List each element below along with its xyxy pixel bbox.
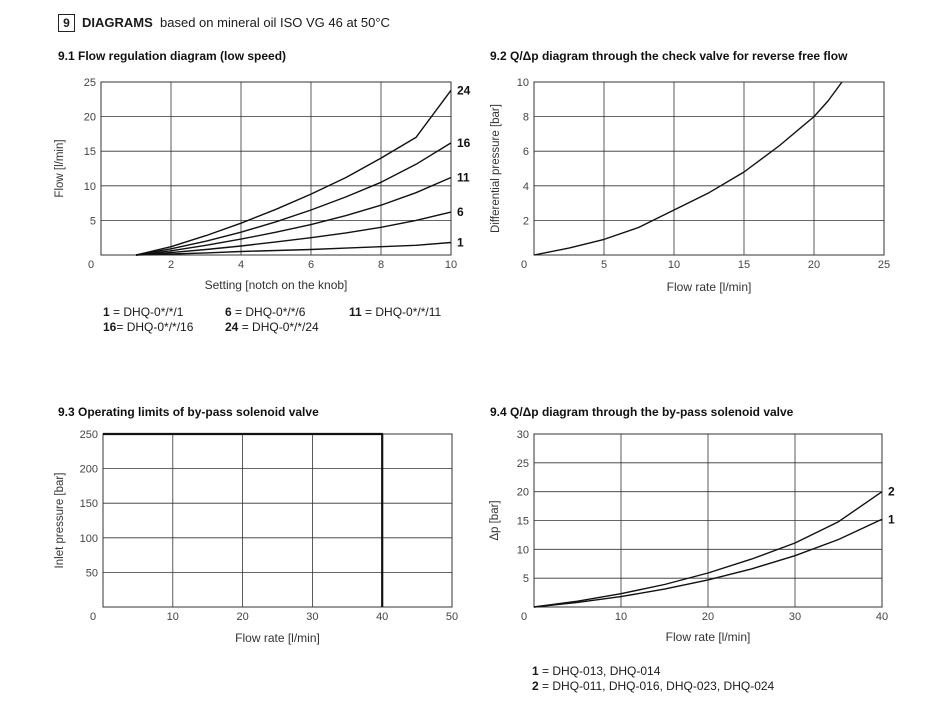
y-axis-label: Differential pressure [bar] [490, 104, 502, 233]
chart-title: 9.4 Q/Δp diagram through the by-pass solenoid valve [490, 405, 794, 419]
y-tick-label: 250 [79, 429, 98, 441]
x-axis-label: Flow rate [l/min] [666, 280, 752, 294]
x-tick-label: 40 [376, 611, 389, 623]
series-line-24 [136, 90, 451, 255]
legend-key-24: 24 [225, 320, 239, 334]
series-label-6: 6 [457, 205, 464, 220]
x-tick-label: 5 [600, 259, 608, 271]
legend-key-1: 1 [532, 664, 539, 678]
y-axis-label: Δp [bar] [489, 500, 501, 541]
y-tick-label: 25 [83, 77, 96, 89]
x-tick-label: 10 [667, 259, 681, 271]
legend-value-16: = DHQ-0*/*/16 [116, 320, 194, 334]
x-tick-label: 2 [167, 259, 175, 271]
legend-value-1: = DHQ-013, DHQ-014 [538, 664, 661, 678]
series-label-16: 16 [457, 135, 471, 150]
legend-value-6: = DHQ-0*/*/6 [231, 305, 306, 319]
x-tick-label: 0 [520, 259, 528, 271]
x-tick-label: 0 [520, 611, 528, 623]
x-tick-label: 8 [377, 259, 385, 271]
y-tick-label: 4 [522, 180, 529, 193]
chart-c1 [54, 49, 471, 292]
x-tick-label: 20 [236, 611, 249, 623]
plot-frame [534, 82, 884, 255]
x-axis-label: Flow rate [l/min] [665, 630, 751, 644]
y-tick-label: 20 [83, 111, 96, 124]
x-tick-label: 30 [306, 611, 319, 623]
series-label-1: 1 [888, 512, 895, 527]
legend-value-24: = DHQ-0*/*/24 [238, 320, 319, 334]
chart-title: 9.3 Operating limits of by-pass solenoid valve [58, 405, 319, 419]
y-tick-label: 10 [516, 77, 529, 89]
plot-frame [103, 434, 452, 607]
x-tick-label: 30 [788, 611, 802, 623]
x-tick-label: 0 [89, 611, 97, 623]
y-tick-label: 15 [516, 515, 529, 528]
plot-frame [101, 82, 451, 255]
series-label-2: 2 [888, 484, 895, 499]
series-line [534, 82, 842, 255]
chart-c4 [489, 405, 895, 644]
y-tick-label: 10 [83, 180, 96, 193]
legend-row-1 [103, 305, 441, 320]
chart-c3 [54, 405, 458, 645]
x-tick-label: 20 [701, 611, 715, 623]
legend-value-1: = DHQ-0*/*/1 [109, 305, 184, 319]
legend-row-1 [532, 664, 774, 679]
series-label-11: 11 [457, 170, 470, 185]
x-tick-label: 25 [877, 259, 891, 271]
y-tick-label: 150 [79, 498, 98, 511]
series-line-16 [136, 143, 451, 255]
legend-key-11: 11 [349, 305, 362, 319]
x-axis-label: Flow rate [l/min] [235, 631, 320, 645]
y-tick-label: 6 [522, 146, 529, 159]
legend-key-16: 16 [103, 320, 117, 334]
legend-key-2: 2 [532, 679, 539, 693]
x-tick-label: 40 [875, 611, 889, 623]
chart-title: 9.2 Q/Δp diagram through the check valve for reverse free flow [490, 49, 848, 63]
legend-row-2 [103, 320, 441, 335]
series-label-24: 24 [457, 83, 471, 98]
series-label-1: 1 [457, 235, 464, 250]
section-title-bold: DIAGRAMS [82, 15, 153, 30]
legend-chart-9-1 [103, 305, 441, 335]
y-tick-label: 50 [85, 567, 98, 580]
x-tick-label: 10 [166, 611, 179, 623]
y-tick-label: 5 [522, 573, 529, 586]
legend-chart-9-4 [532, 664, 774, 694]
chart-c2 [490, 49, 890, 294]
x-tick-label: 4 [237, 259, 245, 271]
x-tick-label: 6 [307, 259, 315, 271]
x-axis-label: Setting [notch on the knob] [204, 278, 348, 292]
x-tick-label: 15 [737, 259, 751, 271]
legend-value-11: = DHQ-0*/*/11 [361, 305, 442, 319]
legend-value-2: = DHQ-011, DHQ-016, DHQ-023, DHQ-024 [538, 679, 775, 693]
x-tick-label: 20 [807, 259, 821, 271]
legend-row-2 [532, 679, 774, 694]
y-tick-label: 2 [522, 215, 529, 228]
y-tick-label: 10 [516, 544, 529, 557]
y-tick-label: 20 [516, 486, 529, 499]
section-number: 9 [58, 14, 75, 32]
y-tick-label: 25 [516, 457, 529, 470]
legend-key-1: 1 [103, 305, 110, 319]
y-tick-label: 8 [522, 111, 529, 124]
y-tick-label: 5 [89, 215, 96, 228]
y-tick-label: 30 [516, 429, 529, 441]
y-axis-label: Inlet pressure [bar] [54, 472, 66, 569]
section-title-rest: based on mineral oil ISO VG 46 at 50°C [160, 15, 390, 30]
y-tick-label: 15 [83, 146, 96, 159]
y-tick-label: 100 [79, 532, 98, 545]
x-tick-label: 10 [614, 611, 628, 623]
y-tick-label: 200 [79, 463, 98, 476]
legend-key-6: 6 [225, 305, 232, 319]
x-tick-label: 50 [445, 611, 459, 623]
chart-title: 9.1 Flow regulation diagram (low speed) [58, 49, 287, 63]
x-tick-label: 10 [444, 259, 458, 271]
y-axis-label: Flow [l/min] [54, 139, 66, 198]
x-tick-label: 0 [87, 259, 95, 271]
